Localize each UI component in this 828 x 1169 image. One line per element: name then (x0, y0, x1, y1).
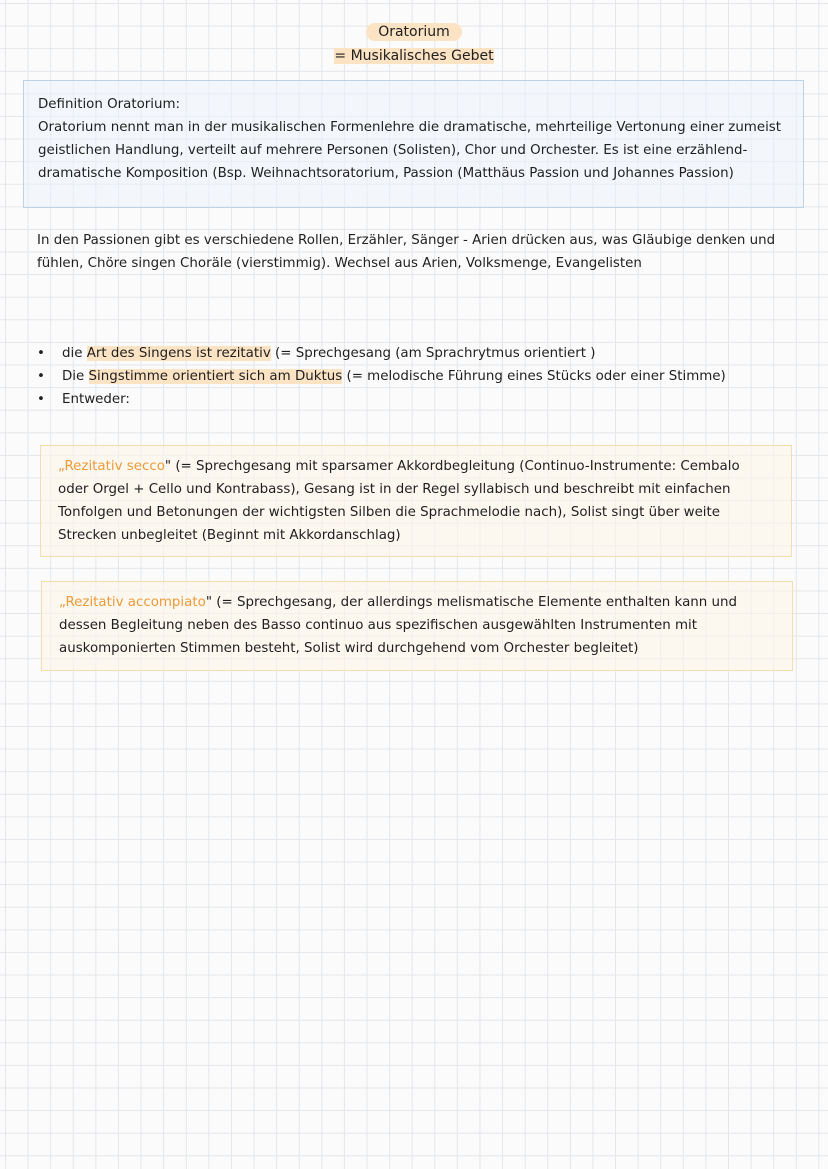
bullet-icon: • (37, 392, 45, 407)
bullet-after: (= Sprechgesang (am Sprachrytmus orientiert ) (270, 346, 596, 361)
bullet-after: (= melodische Führung eines Stücks oder einer Stimme) (342, 369, 726, 384)
passion-paragraph: In den Passionen gibt es verschiedene Rollen, Erzähler, Sänger - Arien drücken aus, was Gläubige denken und fühlen, Chöre singen Choräle (vierstimmig). Wechsel aus Arien, Volksmenge, Evangelisten (37, 233, 776, 271)
bullet-before: Entweder: (62, 392, 130, 407)
secco-open-quote: „ (58, 459, 65, 474)
secco-box (40, 445, 792, 557)
secco-term: Rezitativ secco (64, 459, 165, 474)
bullet-highlight: Singstimme orientiert sich am Duktus (88, 369, 343, 384)
definition-box (23, 80, 804, 208)
title-highlight: Oratorium (366, 23, 462, 41)
secco-text (58, 455, 774, 547)
bullet-before: Die (62, 369, 89, 384)
bullet-list (37, 342, 807, 411)
accompagnato-text (59, 591, 775, 660)
secco-close-quote: " (164, 459, 172, 474)
bullet-icon: • (37, 346, 45, 361)
definition-heading: Definition Oratorium: (38, 97, 181, 112)
accompagnato-close-quote: " (205, 595, 212, 610)
list-item (37, 365, 807, 388)
bullet-highlight: Art des Singens ist rezitativ (86, 346, 271, 361)
page-title (0, 24, 828, 40)
bullet-before: die (62, 346, 87, 361)
list-item (37, 342, 807, 365)
definition-text: Oratorium nennt man in der musikalischen Formenlehre die dramatische, mehrteilige Vertonung einer zumeist geistlichen Handlung, verteilt auf mehrere Personen (Solisten), Chor und Orchester. Es ist eine erzählend-dramatische Komposition (Bsp. Weihnachtsoratorium, Passion (Matthäus Passion und Johannes Passion) (38, 120, 782, 181)
accompagnato-description: (= Sprechgesang, der allerdings melismatische Elemente enthalten kann und dessen Begleitung neben des Basso continuo aus spezifischen ausgewählten Instrumenten mit auskomponierten Stimmen besteht, Solist wird durchgehend vom Orchester begleitet) (59, 595, 737, 656)
subtitle-highlight: = Musikalisches Gebet (334, 48, 494, 64)
secco-description: (= Sprechgesang mit sparsamer Akkordbegleitung (Continuo-Instrumente: Cembalo oder Orgel + Cello und Kontrabass), Gesang ist in der Regel syllabisch und beschreibt mit einfachen Tonfolgen und Betonungen der wichtigsten Silben die Sprachmelodie nach), Solist singt über weite Strecken unbegleitet (Beginnt mit Akkordanschlag) (58, 459, 740, 543)
accompagnato-open-quote: „ (59, 595, 66, 610)
page-subtitle (0, 48, 828, 64)
accompagnato-box (41, 581, 793, 671)
list-item (37, 388, 807, 411)
bullet-icon: • (37, 369, 45, 384)
accompagnato-term: Rezitativ accompiato (65, 595, 206, 610)
